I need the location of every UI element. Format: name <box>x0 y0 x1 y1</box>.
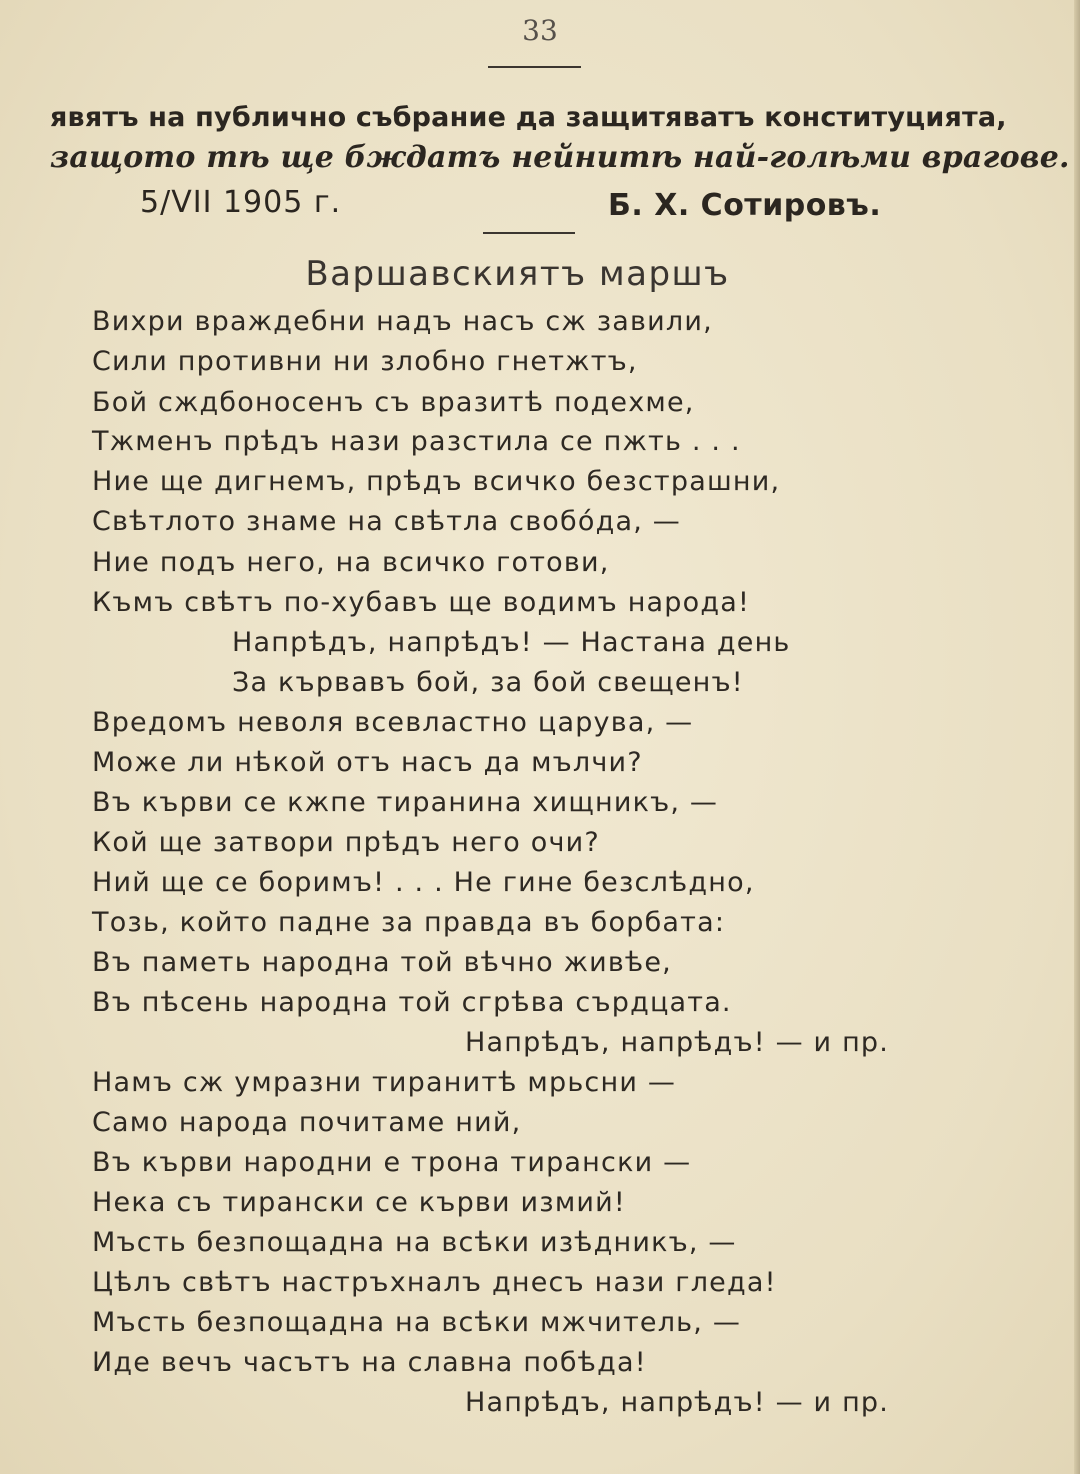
header-rule <box>488 66 581 68</box>
verse-line: Може ли нѣкой отъ насъ да мълчи? <box>92 747 643 778</box>
verse-line: Мъсть безпощадна на всѣки изѣдникъ, — <box>92 1227 737 1258</box>
verse-line: Въ кърви се кжпе тиранина хищникъ, — <box>92 787 719 818</box>
chorus-line: Напрѣдъ, напрѣдъ! — Настана день <box>232 627 791 658</box>
verse-line: Въ кърви народни е трона тирански — <box>92 1147 692 1178</box>
verse-line: Бой сждбоносенъ съ вразитѣ подехме, <box>92 387 695 418</box>
chorus-refrain: Напрѣдъ, напрѣдъ! — и пр. <box>465 1387 890 1418</box>
verse-line: Ние ще дигнемъ, прѣдъ всичко безстрашни, <box>92 466 781 497</box>
verse-line: Вредомъ неволя всевластно царува, — <box>92 707 694 738</box>
verse-line: Иде вечъ часътъ на славна побѣда! <box>92 1347 647 1378</box>
verse-line: Вихри враждебни надъ насъ сж завили, <box>92 306 713 337</box>
verse-line: Цѣлъ свѣтъ настръхналъ днесъ нази гледа! <box>92 1267 777 1298</box>
verse-line: Ний ще се боримъ! . . . Не гине безслѣдно, <box>92 867 755 898</box>
song-title: Варшавскиятъ маршъ <box>305 254 730 294</box>
verse-line: Въ паметь народна той вѣчно живѣе, <box>92 947 672 978</box>
verse-line: Къмъ свѣтъ по-хубавъ ще водимъ народа! <box>92 587 750 618</box>
verse-line: Нека съ тирански се кърви измий! <box>92 1187 626 1218</box>
chorus-refrain: Напрѣдъ, напрѣдъ! — и пр. <box>465 1027 890 1058</box>
verse-line: Свѣтлото знаме на свѣтла свобóда, — <box>92 506 681 537</box>
verse-line: Сили противни ни злобно гнетжтъ, <box>92 346 638 377</box>
verse-line: Тжменъ прѣдъ нази разстила се пжть . . . <box>92 426 741 457</box>
prose-line-2: защото тѣ ще бждатъ нейнитѣ най-голѣми врагове. <box>50 140 1070 175</box>
verse-line: Въ пѣсень народна той сгрѣва сърдцата. <box>92 987 732 1018</box>
signature-date: 5/VII 1905 г. <box>140 185 342 220</box>
verse-line: Тозь, който падне за правда въ борбата: <box>92 907 726 938</box>
signature-author: Б. Х. Сотировъ. <box>608 188 882 223</box>
section-rule <box>483 232 575 234</box>
verse-line: Ние подъ него, на всичко готови, <box>92 547 610 578</box>
verse-line: Мъсть безпощадна на всѣки мжчитель, — <box>92 1307 742 1338</box>
page-number: 33 <box>522 14 558 47</box>
chorus-line: За кървавъ бой, за бой свещенъ! <box>232 667 744 698</box>
verse-line: Само народа почитаме ний, <box>92 1107 522 1138</box>
verse-line: Намъ сж умразни тиранитѣ мрьсни — <box>92 1067 677 1098</box>
prose-line-1: явятъ на публично събрание да защитяватъ конституцията, <box>50 102 1007 133</box>
page-edge <box>1074 0 1080 1474</box>
verse-line: Кой ще затвори прѣдъ него очи? <box>92 827 600 858</box>
